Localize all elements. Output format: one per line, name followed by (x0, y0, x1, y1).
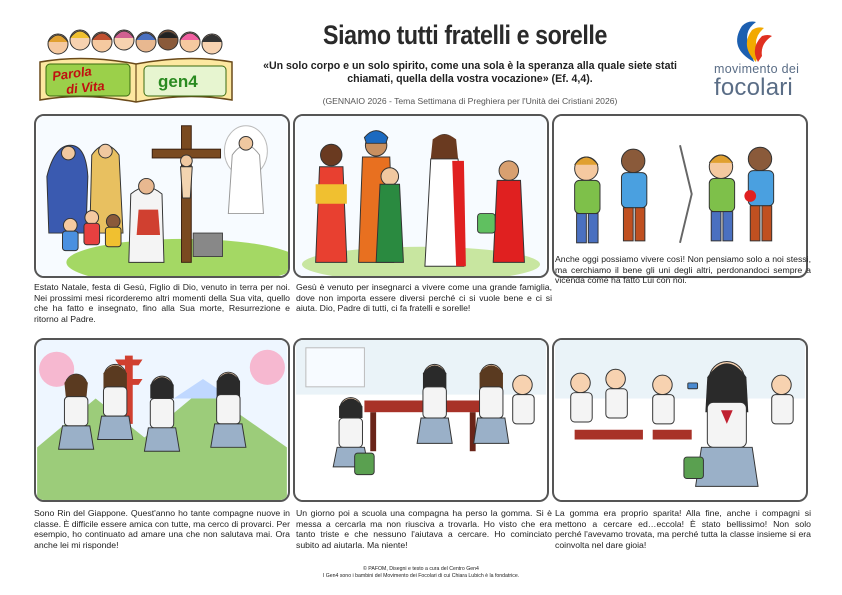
panel-5-caption: Un giorno poi a scuola una compagna ha perso la gomma. Si è messa a cercarla ma non riusciva a trovarla. Ho visto che era tanto triste e che nessuno l'aiutava a cercare. Ho cominciato subito ad aiutarla. Ma niente! (296, 508, 552, 550)
panel-2-caption: Gesù è venuto per insegnarci a vivere come una grande famiglia, dove non importa essere diversi perché ci si vuole bene e ci si aiuta. Dio, Padre di tutti, ci fa fratelli e sorelle! (296, 282, 552, 314)
panel-1-caption: Estato Natale, festa di Gesù, Figlio di Dio, venuto in terra per noi. Nei prossimi mesi ricorderemo altri momenti della Sua vita, quello che ha fatto e insegnato, fino alla Sua morte, Resurrezione e ritorno al Padre. (34, 282, 290, 324)
comic-panel-4 (34, 338, 290, 502)
logo-gen4: gen4 (158, 72, 198, 91)
logo-movimento: movimento dei (714, 62, 800, 76)
focolari-swoosh-icon (706, 18, 816, 68)
comic-panel-6 (552, 338, 808, 502)
focolari-logo (706, 18, 816, 104)
comic-panel-5 (293, 338, 549, 502)
logo-parola: Parola (51, 63, 93, 84)
comic-panel-2 (293, 114, 549, 278)
logo-focolari: focolari (714, 74, 793, 101)
logo-di-vita: di Vita (65, 78, 106, 97)
panel-3-caption: Anche oggi possiamo vivere così! Non pensiamo solo a noi stessi, ma cerchiamo il bene gli uni degli altri, perdonandoci sempre a vicenda come ha fatto Lui con noi. (555, 254, 811, 286)
scripture-quote: «Un solo corpo e un solo spirito, come una sola è la speranza alla quale siete stati chiamati, quella della vostra vocazione» (Ef. 4,4). (263, 60, 677, 85)
classroom-search-illustration (295, 340, 547, 500)
parola-di-vita-logo (34, 22, 240, 106)
great-family-illustration (295, 116, 547, 276)
page-subtitle: (GENNAIO 2026 - Tema Settimana di Preghiera per l'Unità dei Cristiani 2026) (322, 96, 618, 106)
footer-copyright: © PAFOM, Disegni e testo a cura del Centro Gen4 (363, 566, 479, 572)
forgiveness-illustration (554, 116, 806, 276)
footer-credits (280, 566, 562, 580)
panel-4-caption: Sono Rin del Giappone. Quest'anno ho tante compagne nuove in classe. È difficile essere amica con tutte, ma cerco di provarci. Per esempio, ho continuato ad amare una che non salutava mai. Ora anche lei mi risponde! (34, 508, 290, 550)
eraser-found-illustration (554, 340, 806, 500)
children-book-illustration (34, 22, 240, 106)
footer-note: I Gen4 sono i bambini del Movimento dei Focolari di cui Chiara Lubich è la fondatrice. (322, 573, 520, 579)
japan-school-girls-illustration (36, 340, 288, 500)
page-title: Siamo tutti fratelli e sorelle (323, 20, 607, 50)
comic-panel-1 (34, 114, 290, 278)
panel-6-caption: La gomma era proprio sparita! Alla fine, anche i compagni si mettono a cercare ed…eccola! È stato bellissimo! Non solo perché l'avevamo trovata, ma perché tutta la classe insieme si era coinvolta nel dare gioia! (555, 508, 811, 550)
jesus-life-illustration (36, 116, 288, 276)
